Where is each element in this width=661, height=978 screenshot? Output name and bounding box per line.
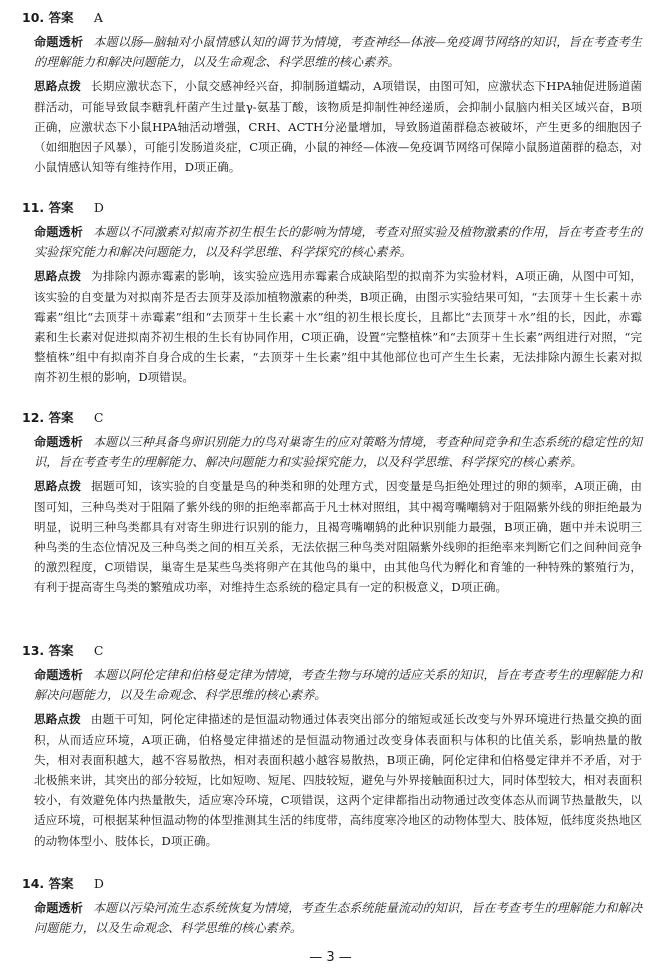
question-14 — [22, 876, 642, 938]
analysis-paragraph — [22, 898, 642, 938]
question-number: 14. — [22, 876, 45, 891]
analysis-label: 命题透析 — [34, 668, 83, 682]
hint-text: 长期应激状态下，小鼠交感神经兴奋，抑制肠道蠕动，A项错误，由图可知，应激状态下HPA轴促进肠道菌群活动，可能导致鼠李糖乳杆菌产生过量γ-氨基丁酸，该物质是抑制性神经递质，会抑制小鼠脑内相关区域兴奋，B项正确，应激状态下小鼠HPA轴活动增强，CRH、ACTH分泌量增加，导致肠道菌群稳态被破坏，产生更多的细胞因子（如细胞因子风暴），可能引发肠道炎症，C项正确，小鼠的神经—体液—免疫调节网络可保障小鼠肠道菌群的稳态，对小鼠情感认知等有维持作用，D项正确。 — [34, 79, 642, 175]
answer-letter: C — [93, 643, 104, 658]
answer-line — [22, 10, 642, 26]
answer-line — [22, 876, 642, 892]
answer-label: 答案 — [48, 10, 74, 25]
hint-text: 由题干可知，阿伦定律描述的是恒温动物通过体表突出部分的缩短或延长改变与外界环境进行热量交换的面积，从而适应环境，A项正确，伯格曼定律描述的是恒温动物通过改变身体表面积与体积的比值关系，影响热量的散失，相对表面积越大，越不容易散热，相对表面积越小越容易散热，B项正确，阿伦定律和伯格曼定律并不矛盾，对于北极熊来讲，其突出的部分较短，比如短吻、短尾、四肢较短，避免与外界接触面积过大，同时体型较大，相对表面积较小，有效避免体内热量散失，适应寒冷环境，C项错误，这两个定律都指出动物通过改变体态从而调节热量散失，以适应环境，可根据某种恒温动物的体型推测其生活的纬度带，高纬度寒冷地区的动物体型大、肢体短，低纬度炎热地区的动物体型小、肢体长，D项正确。 — [34, 712, 642, 848]
hint-paragraph — [22, 709, 642, 850]
analysis-paragraph — [22, 665, 642, 705]
answer-letter: D — [93, 876, 104, 891]
hint-text: 据题可知，该实验的自变量是鸟的种类和卵的处理方式，因变量是鸟拒绝处理过的卵的频率，A项正确，由图可知，三种鸟类对于阻隔了紫外线的卵的拒绝率都高于凡士林对照组，其中褐弯嘴嘲鸫对于阻隔紫外线的卵拒绝最为明显，说明三种鸟类都具有对寄生卵进行识别的能力，且褐弯嘴嘲鸫的此种识别能力最强，B项正确，题中并未说明三种鸟类的生态位情况及三种鸟类之间的相互关系，无法依据三种鸟类对阻隔紫外线卵的拒绝率来判断它们之间种间竞争的激烈程度，C项错误，巢寄生是某些鸟类将卵产在其他鸟的巢中，由其他鸟代为孵化和育雏的一种特殊的繁殖行为，有利于提高寄生鸟类的繁殖成功率，对维持生态系统的稳定具有一定的积极意义，D项正确。 — [34, 479, 642, 595]
analysis-label: 命题透析 — [34, 901, 83, 915]
question-number: 10. — [22, 10, 45, 25]
analysis-paragraph — [22, 432, 642, 472]
analysis-paragraph — [22, 222, 642, 262]
hint-label: 思路点拨 — [34, 79, 82, 94]
analysis-paragraph — [22, 32, 642, 72]
analysis-text: 本题以污染河流生态系统恢复为情境，考查生态系统能量流动的知识，旨在考查考生的理解能力和解决问题能力，以及生命观念、科学思维的核心素养。 — [34, 901, 643, 936]
page-number: — 3 — — [309, 950, 352, 965]
answer-letter: C — [93, 410, 104, 425]
answer-line — [22, 643, 642, 659]
question-number: 13. — [22, 643, 45, 658]
analysis-text: 本题以肠—脑轴对小鼠情感认知的调节为情境，考查神经—体液—免疫调节网络的知识，旨在考查考生的理解能力和解决问题能力，以及生命观念、科学思维的核心素养。 — [34, 35, 642, 70]
hint-paragraph — [22, 266, 642, 387]
analysis-text: 本题以阿伦定律和伯格曼定律为情境，考查生物与环境的适应关系的知识，旨在考查考生的理解能力和解决问题能力，以及生命观念、科学思维的核心素养。 — [34, 668, 643, 703]
answer-line — [22, 200, 642, 216]
analysis-text: 本题以三种具备鸟卵识别能力的鸟对巢寄生的应对策略为情境，考查种间竞争和生态系统的稳定性的知识，旨在考查考生的理解能力、解决问题能力和实验探究能力，以及科学思维、科学探究的核心素养。 — [34, 435, 643, 470]
analysis-text: 本题以不同激素对拟南芥初生根生长的影响为情境，考查对照实验及植物激素的作用，旨在考查考生的实验探究能力和解决问题能力，以及科学思维、科学探究的核心素养。 — [34, 225, 643, 260]
analysis-label: 命题透析 — [34, 435, 83, 449]
question-13 — [22, 643, 642, 851]
analysis-label: 命题透析 — [34, 35, 84, 49]
hint-paragraph — [22, 476, 642, 597]
question-11 — [22, 200, 642, 388]
answer-line — [22, 410, 642, 426]
answer-label: 答案 — [48, 410, 74, 425]
answer-label: 答案 — [48, 876, 74, 891]
hint-paragraph — [22, 76, 642, 177]
answer-label: 答案 — [48, 643, 74, 658]
question-number: 11. — [22, 200, 45, 215]
answer-letter: A — [93, 10, 103, 25]
hint-label: 思路点拨 — [34, 479, 82, 494]
answer-letter: D — [93, 200, 104, 215]
hint-text: 为排除内源赤霉素的影响，该实验应选用赤霉素合成缺陷型的拟南芥为实验材料，A项正确，从图中可知，该实验的自变量为对拟南芥是否去顶芽及添加植物激素的种类，B项正确，由图示实验结果可知，“去顶芽＋生长素＋赤霉素”组比“去顶芽＋赤霉素”组和“去顶芽＋生长素＋水”组的初生根长度长，且都比“去顶芽＋水”组的长，因此，赤霉素和生长素对促进拟南芥初生根的生长有协同作用，C项正确，设置“完整植株”和“去顶芽＋生长素”两组进行对照，“完整植株”组中有拟南芥自身合成的生长素，“去顶芽＋生长素”组中其他部位也可产生生长素，无法排除内源生长素对拟南芥初生根的影响，D项错误。 — [34, 269, 642, 385]
question-number: 12. — [22, 410, 45, 425]
analysis-label: 命题透析 — [34, 225, 83, 239]
answer-label: 答案 — [48, 200, 74, 215]
hint-label: 思路点拨 — [34, 712, 81, 727]
question-10 — [22, 10, 642, 177]
question-12 — [22, 410, 642, 598]
hint-label: 思路点拨 — [34, 269, 82, 284]
